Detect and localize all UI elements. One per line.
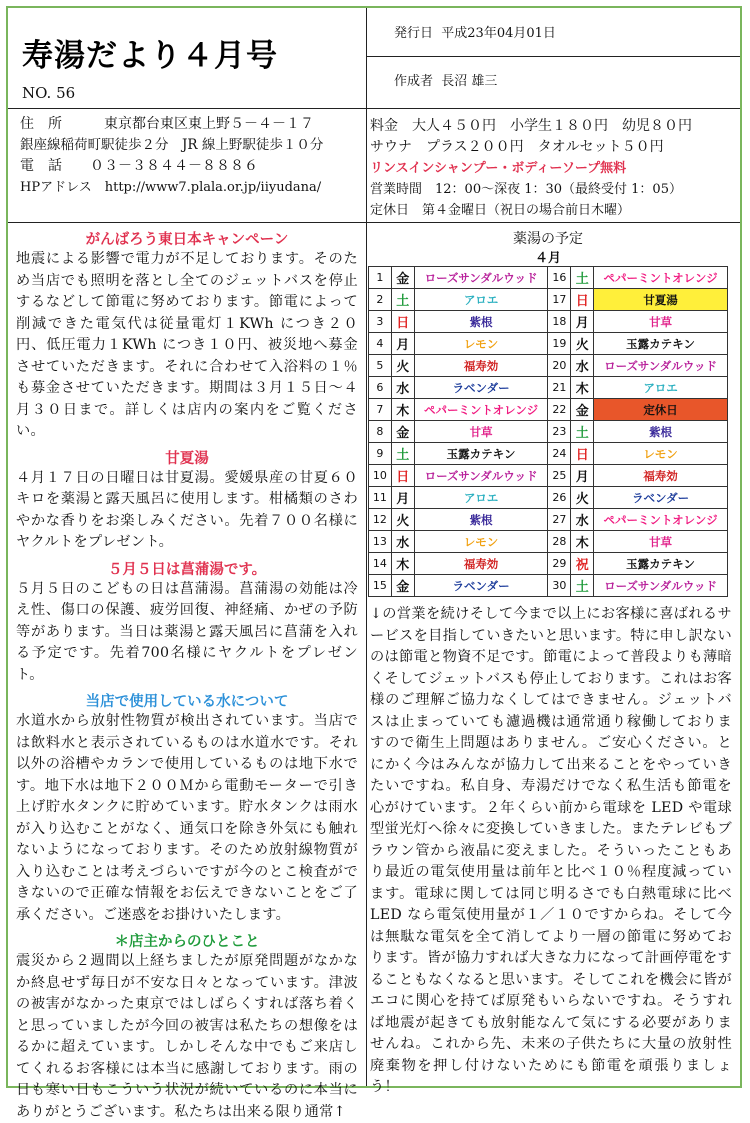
schedule-row — [369, 575, 728, 597]
hours: 営業時間 12：00～深夜 1：30（最終受付 1：05） — [370, 182, 682, 197]
campaign-title: がんばろう東日本キャンペーン — [85, 232, 289, 248]
schedule-weekday: 金 — [391, 421, 414, 443]
campaign-text: 地震による影響で電力が不足しております。そのため当店でも照明を落とし全てのジェットバスを停止するなどして節電に努めております。節電によって削減できた電気代は従量電灯１KWh につき２０円、低圧電力１KWh につき１０円、被災地へ募金させていただきます。それに合わせて入浴料の１％も募金させていただきます。期間は３月１５日～４月３０日まで。詳しくは店内の案内をご覧ください。 — [16, 251, 358, 439]
schedule-date: 15 — [369, 575, 392, 597]
schedule-date: 25 — [548, 465, 571, 487]
schedule-date: 11 — [369, 487, 392, 509]
phone: ０３－３８４４－８８８６ — [90, 158, 258, 174]
schedule-date: 9 — [369, 443, 392, 465]
schedule-bath: 甘草 — [594, 531, 728, 553]
schedule-weekday: 月 — [571, 311, 594, 333]
schedule-bath: 甘草 — [594, 311, 728, 333]
schedule-bath: ローズサンダルウッド — [414, 465, 548, 487]
issue-date: 平成23年04月01日 — [441, 26, 556, 41]
schedule-weekday: 火 — [391, 509, 414, 531]
water-title: 当店で使用している水について — [85, 694, 289, 710]
schedule-bath: ラベンダー — [414, 377, 548, 399]
schedule-row — [369, 443, 728, 465]
schedule-bath: ローズサンダルウッド — [594, 575, 728, 597]
schedule-row — [369, 377, 728, 399]
schedule-weekday: 金 — [391, 267, 414, 289]
schedule-bath: アロエ — [594, 377, 728, 399]
schedule-date: 13 — [369, 531, 392, 553]
fees: 料金 大人４５０円 小学生１８０円 幼児８０円 — [370, 118, 692, 134]
price-info — [370, 116, 692, 221]
schedule-weekday: 日 — [391, 465, 414, 487]
amanatsu-text: ４月１７日の日曜日は甘夏湯。愛媛県産の甘夏６０キロを薬湯と露天風呂に使用します。柑橘類のさわやかな香りをお楽しみください。先着７００名様にヤクルトをプレゼント。 — [16, 469, 358, 550]
schedule-weekday: 火 — [571, 333, 594, 355]
schedule-date: 12 — [369, 509, 392, 531]
schedule-date: 21 — [548, 377, 571, 399]
issue-divider — [366, 56, 740, 57]
address-label: 住 所 — [20, 116, 62, 132]
column-divider — [366, 8, 367, 1086]
issue-date-label: 発行日 — [394, 26, 434, 41]
schedule-weekday: 土 — [571, 421, 594, 443]
schedule-bath: ペパーミントオレンジ — [414, 399, 548, 421]
schedule-date: 3 — [369, 311, 392, 333]
hp-link[interactable]: http://www7.plala.or.jp/iiyudana/ — [104, 180, 322, 195]
schedule-row — [369, 311, 728, 333]
schedule-date: 27 — [548, 509, 571, 531]
schedule-weekday: 日 — [571, 289, 594, 311]
schedule-bath: ローズサンダルウッド — [594, 355, 728, 377]
amanatsu-title: 甘夏湯 — [165, 450, 209, 467]
schedule-weekday: 土 — [391, 289, 414, 311]
schedule-weekday: 水 — [391, 377, 414, 399]
schedule-bath: 玉露カテキン — [594, 333, 728, 355]
herb-bath-schedule — [368, 266, 728, 597]
schedule-date: 7 — [369, 399, 392, 421]
owner-text-right: ↓の営業を続けそして今まで以上にお客様に喜ばれるサービスを目指していきたいと思います。特に申し訳ないのは節電と物資不足です。節電によって普段よりも薄暗くそしてジェットバスも停止しております。これはお客様のご理解ご協力なくしてはできません。ジェットバスは止まっていても濾過機は通常通り稼働しておりますので衛生上問題はありません。ご安心ください。とにかく今はみんなが協力して出来ることをやっていきたいですね。私自身、寿湯だけでなく私生活も節電を心がけています。２年くらい前から電球を LED や電球型蛍光灯へ徐々に変換していきました。またテレビもブラウン管から液晶に変えました。そういったこともあり最近の電気使用量は前年と比べ１０％程度減っています。電球に関しては同じ明るさでも白熱電球に比べ LED なら電気使用量が１／１０ですからね。そして今は無駄な電気を全て消してより一層の節電に努めております。皆が協力すれば大きな力になって計画停電をすることもなくなると思います。そしてこれを機会に皆がエコに関心を持てば原発もいらないですね。そうすれば地震が起きても放射能なんて気にする必要がありませんね。これから先、未来の子供たちに大量の放射性廃棄物を押し付けないためにも節電を頑張りましょう！ — [370, 606, 732, 1095]
owner-text-left: 震災から２週間以上経ちましたが原発問題がなかなか終息せず毎日が不安な日々となっています。津波の被害がなかった東京ではしばらくすれば落ち着くと思っていましたが今回の被害は私たちの想像をはるかに超えています。しかしそんな中でもご来店してくれるお客様には本当に感謝しております。雨の日も寒い日もこういう状況が続いているのに本当にありがとうございます。私たちは出来る限り通常↑ — [16, 953, 358, 1120]
schedule-date: 16 — [548, 267, 571, 289]
schedule-bath: 甘草 — [414, 421, 548, 443]
holiday: 定休日 第４金曜日（祝日の場合前日木曜） — [370, 203, 631, 218]
hp-label: HPアドレス — [20, 180, 92, 195]
schedule-date: 18 — [548, 311, 571, 333]
schedule-weekday: 金 — [391, 575, 414, 597]
schedule-row — [369, 421, 728, 443]
schedule-weekday: 土 — [571, 267, 594, 289]
schedule-bath: レモン — [414, 333, 548, 355]
schedule-bath: ペパーミントオレンジ — [594, 509, 728, 531]
schedule-weekday: 火 — [571, 487, 594, 509]
schedule-row — [369, 465, 728, 487]
shop-info — [20, 114, 364, 198]
schedule-row — [369, 355, 728, 377]
schedule-bath: 甘夏湯 — [594, 289, 728, 311]
schedule-weekday: 土 — [391, 443, 414, 465]
schedule-weekday: 水 — [571, 355, 594, 377]
schedule-title: 薬湯の予定 — [513, 231, 583, 247]
schedule-row — [369, 399, 728, 421]
schedule-bath: 定休日 — [594, 399, 728, 421]
schedule-date: 29 — [548, 553, 571, 575]
schedule-weekday: 木 — [571, 531, 594, 553]
schedule-bath: ペパーミントオレンジ — [594, 267, 728, 289]
schedule-row — [369, 553, 728, 575]
schedule-date: 4 — [369, 333, 392, 355]
issue-number: NO. 56 — [22, 84, 76, 102]
schedule-bath: 紫根 — [414, 311, 548, 333]
address: 東京都台東区東上野５－４－１７ — [104, 116, 314, 132]
schedule-row — [369, 289, 728, 311]
schedule-date: 10 — [369, 465, 392, 487]
schedule-weekday: 月 — [391, 333, 414, 355]
phone-label: 電 話 — [20, 158, 62, 174]
schedule-date: 1 — [369, 267, 392, 289]
header-divider — [8, 108, 740, 109]
schedule-date: 26 — [548, 487, 571, 509]
schedule-row — [369, 267, 728, 289]
schedule-bath: レモン — [594, 443, 728, 465]
schedule-date: 20 — [548, 355, 571, 377]
owner-title: ＊店主からのひとこと — [114, 934, 260, 950]
schedule-date: 8 — [369, 421, 392, 443]
schedule-bath: レモン — [414, 531, 548, 553]
schedule-date: 6 — [369, 377, 392, 399]
schedule-bath: ローズサンダルウッド — [414, 267, 548, 289]
schedule-row — [369, 531, 728, 553]
schedule-bath: 紫根 — [414, 509, 548, 531]
issue-date-line — [394, 22, 556, 41]
schedule-bath: 紫根 — [594, 421, 728, 443]
schedule-date: 2 — [369, 289, 392, 311]
schedule-date: 28 — [548, 531, 571, 553]
schedule-date: 23 — [548, 421, 571, 443]
schedule-bath: ラベンダー — [594, 487, 728, 509]
author-label: 作成者 — [394, 74, 434, 89]
schedule-date: 30 — [548, 575, 571, 597]
rinse-free: リンスインシャンプー・ボディーソープ無料 — [370, 161, 627, 176]
schedule-weekday: 木 — [391, 553, 414, 575]
schedule-date: 5 — [369, 355, 392, 377]
access: 銀座線稲荷町駅徒歩２分 JR 線上野駅徒歩１０分 — [20, 137, 324, 153]
schedule-weekday: 木 — [391, 399, 414, 421]
water-text: 水道水から放射性物質が検出されています。当店では飲料水と表示されているものは水道水です。それ以外の浴槽やカランで使用しているものは地下水です。地下水は地下２００Ｍから電動モーターで引き上げ貯水タンクに貯めています。貯水タンクは雨水が入り込むことがなく、通気口を除き外気にも触れないようになっております。そのため放射線物質が入り込むことは考えづらいですが今のとこ検査ができないので正確な情報をお伝えできないことをご了承ください。ご迷惑をお掛けいたします。 — [16, 713, 358, 923]
schedule-weekday: 月 — [571, 465, 594, 487]
schedule-bath: 玉露カテキン — [414, 443, 548, 465]
schedule-row — [369, 509, 728, 531]
schedule-weekday: 祝 — [571, 553, 594, 575]
schedule-bath: ラベンダー — [414, 575, 548, 597]
schedule-bath: 福寿効 — [594, 465, 728, 487]
schedule-date: 19 — [548, 333, 571, 355]
schedule-bath: 福寿効 — [414, 553, 548, 575]
schedule-row — [369, 333, 728, 355]
schedule-weekday: 月 — [391, 487, 414, 509]
schedule-weekday: 日 — [391, 311, 414, 333]
schedule-date: 24 — [548, 443, 571, 465]
schedule-weekday: 木 — [571, 377, 594, 399]
author-line — [394, 70, 497, 89]
schedule-month: ４月 — [534, 251, 561, 266]
author-name: 長沼 雄三 — [441, 74, 498, 89]
schedule-bath: 福寿効 — [414, 355, 548, 377]
schedule-date: 22 — [548, 399, 571, 421]
schedule-bath: アロエ — [414, 487, 548, 509]
schedule-row — [369, 487, 728, 509]
left-column — [16, 226, 358, 1123]
schedule-weekday: 火 — [391, 355, 414, 377]
schedule-weekday: 水 — [391, 531, 414, 553]
info-divider — [8, 222, 740, 223]
schedule-weekday: 水 — [571, 509, 594, 531]
schedule-date: 14 — [369, 553, 392, 575]
newsletter-title: 寿湯だより４月号 — [22, 38, 278, 74]
schedule-date: 17 — [548, 289, 571, 311]
sauna: サウナ プラス２００円 タオルセット５０円 — [370, 139, 664, 155]
shobu-title: ５月５日は菖蒲湯です。 — [107, 561, 267, 578]
schedule-bath: 玉露カテキン — [594, 553, 728, 575]
shobu-text: ５月５日のこどもの日は菖蒲湯。菖蒲湯の効能は冷え性、傷口の保護、疲労回復、神経痛、かぜの予防等があります。当日は薬湯と露天風呂に菖蒲を入れる予定です。先着700名様にヤクルトをプレゼント。 — [16, 580, 358, 683]
schedule-weekday: 金 — [571, 399, 594, 421]
schedule-bath: アロエ — [414, 289, 548, 311]
schedule-weekday: 日 — [571, 443, 594, 465]
schedule-weekday: 土 — [571, 575, 594, 597]
